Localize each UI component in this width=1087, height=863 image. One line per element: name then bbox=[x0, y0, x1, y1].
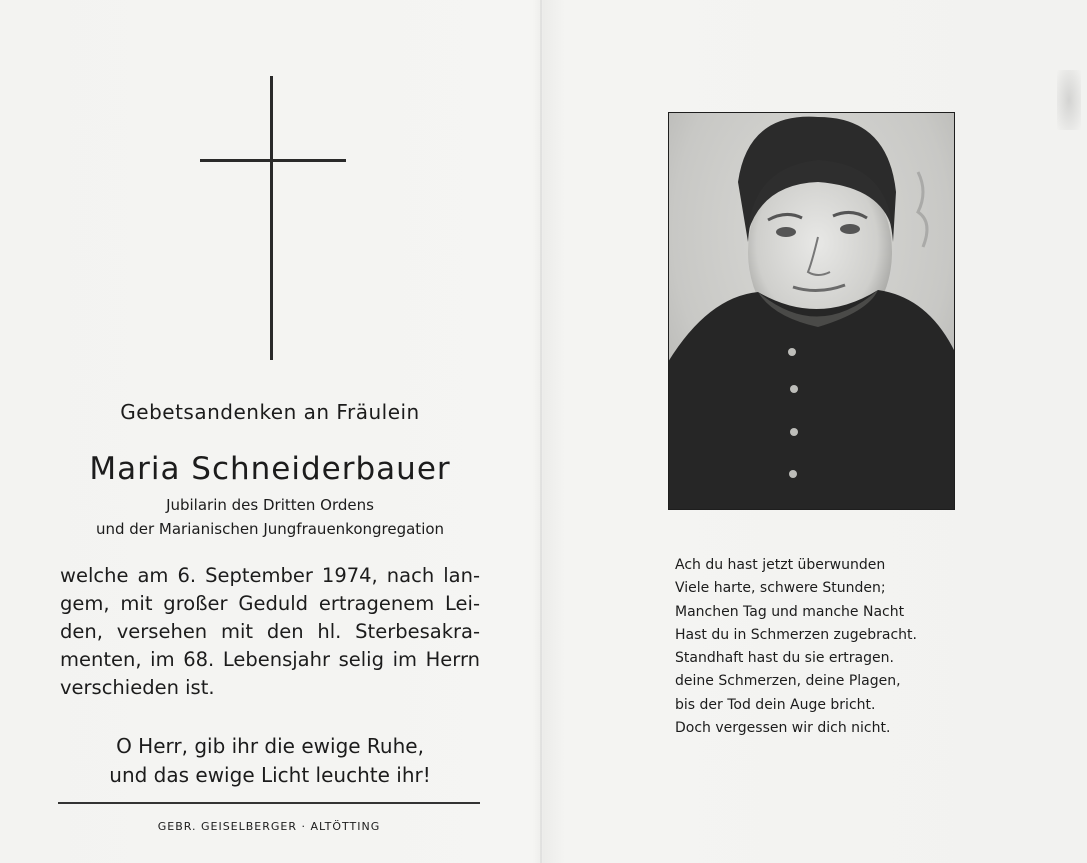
prayer-line: O Herr, gib ihr die ewige Ruhe, bbox=[116, 734, 424, 758]
poem-line: Ach du hast jetzt überwunden bbox=[675, 557, 886, 573]
subtitle-congregation: und der Marianischen Jungfrauenkongregation bbox=[95, 520, 445, 538]
deceased-name: Maria Schneiderbauer bbox=[89, 451, 451, 487]
poem-line: deine Schmerzen, deine Plagen, bbox=[675, 673, 901, 690]
heading: Gebetsandenken an Fräulein bbox=[120, 400, 420, 424]
cross-horizontal-bar bbox=[200, 159, 346, 162]
obituary-line: verschieden ist. bbox=[60, 676, 215, 699]
obituary-line: gem, mit großer Geduld ertragenem Lei- bbox=[60, 592, 480, 615]
poem-line: bis der Tod dein Auge bricht. bbox=[675, 696, 876, 713]
cross-vertical-bar bbox=[270, 76, 273, 360]
prayer-line: und das ewige Licht leuchte ihr! bbox=[109, 763, 431, 787]
poem bbox=[675, 554, 917, 740]
obituary-line: menten, im 68. Lebensjahr selig im Herrn bbox=[60, 648, 480, 671]
divider bbox=[58, 802, 480, 804]
poem-line: Viele harte, schwere Stunden; bbox=[675, 580, 886, 597]
card-fold bbox=[540, 0, 542, 863]
poem-line: Doch vergessen wir dich nicht. bbox=[675, 720, 891, 737]
obituary-line: den, versehen mit den hl. Sterbesakra- bbox=[60, 620, 480, 643]
right-panel bbox=[545, 0, 1087, 863]
obituary-text bbox=[60, 562, 480, 702]
left-panel bbox=[0, 0, 540, 863]
poem-line: Hast du in Schmerzen zugebracht. bbox=[675, 626, 917, 643]
subtitle-order: Jubilarin des Dritten Ordens bbox=[166, 496, 374, 514]
cross-icon bbox=[200, 76, 346, 360]
poem-line: Standhaft hast du sie ertragen. bbox=[675, 650, 894, 667]
portrait-photo bbox=[668, 112, 955, 510]
poem-line: Manchen Tag und manche Nacht bbox=[675, 603, 905, 620]
obituary-line: welche am 6. September 1974, nach lan- bbox=[60, 564, 480, 587]
printer-imprint: GEBR. GEISELBERGER · ALTÖTTING bbox=[157, 820, 381, 833]
portrait-image bbox=[668, 112, 955, 510]
